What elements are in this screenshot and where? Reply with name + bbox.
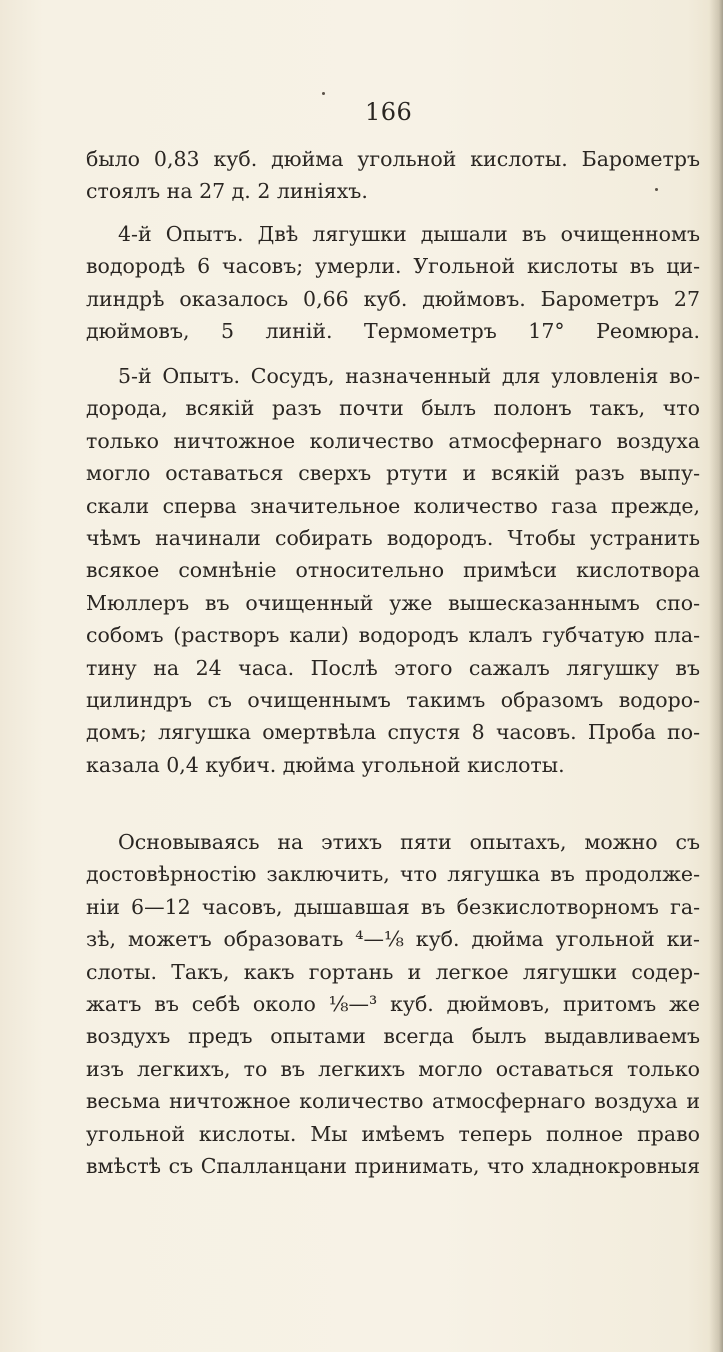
paragraph-2 <box>86 218 700 348</box>
ink-speck <box>655 188 658 191</box>
text-line: только ничтожное количество атмосфернаго воздуха <box>86 428 700 453</box>
text-line: жатъ въ себѣ около ⅛—³ куб. дюймовъ, притомъ же <box>86 992 700 1017</box>
page-number: 166 <box>365 98 413 126</box>
text-line: Мюллеръ въ очищенный уже вышесказаннымъ спо- <box>86 590 700 615</box>
text-line: стоялъ на 27 д. 2 линіяхъ. <box>86 179 368 204</box>
text-line: угольной кислоты. Мы имѣемъ теперь полное право <box>86 1121 700 1146</box>
text-line: достовѣрностію заключить, что лягушка въ продолже- <box>86 862 700 887</box>
text-line: 5-й Опытъ. Сосудъ, назначенный для уловленія во- <box>118 364 700 388</box>
text-line: весьма ничтожное количество атмосфернаго воздуха и <box>86 1089 700 1114</box>
text-line: всякое сомнѣніе относительно примѣси кислотвора <box>86 558 700 583</box>
text-line: домъ; лягушка омертвѣла спустя 8 часовъ. Проба по- <box>86 720 700 745</box>
ink-speck <box>322 92 325 95</box>
paragraph-4 <box>86 826 700 1182</box>
page-edge-shadow <box>709 0 723 1352</box>
text-line: водородѣ 6 часовъ; умерли. Угольной кислоты въ ци- <box>86 254 700 279</box>
text-line: воздухъ предъ опытами всегда былъ выдавливаемъ <box>86 1024 700 1049</box>
text-line: казала 0,4 кубич. дюйма угольной кислоты. <box>86 752 565 777</box>
text-line: зѣ, можетъ образовать ⁴—⅛ куб. дюйма угольной ки- <box>86 927 700 952</box>
text-line: слоты. Такъ, какъ гортань и легкое лягушки содер- <box>86 959 700 984</box>
text-line: дюймовъ, 5 линій. Термометръ 17° Реомюра. <box>86 319 700 344</box>
paragraph-1 <box>86 143 700 208</box>
text-line: скали сперва значительное количество газа прежде, <box>86 493 700 518</box>
text-line: ніи 6—12 часовъ, дышавшая въ безкислотворномъ га- <box>86 894 700 919</box>
text-line: вмѣстѣ съ Спалланцани принимать, что хладнокровныя <box>86 1154 700 1179</box>
text-line: могло оставаться сверхъ ртути и всякій разъ выпу- <box>86 461 700 486</box>
text-line: дорода, всякій разъ почти былъ полонъ такъ, что <box>86 396 700 421</box>
text-line: изъ легкихъ, то въ легкихъ могло оставаться только <box>86 1056 700 1081</box>
text-line: линдрѣ оказалось 0,66 куб. дюймовъ. Барометръ 27 <box>86 286 700 311</box>
text-line: собомъ (растворъ кали) водородъ клалъ губчатую пла- <box>86 623 700 648</box>
paragraph-3 <box>86 360 700 781</box>
text-line: чѣмъ начинали собирать водородъ. Чтобы устранить <box>86 526 700 551</box>
text-line: цилиндръ съ очищеннымъ такимъ образомъ водоро- <box>86 688 700 713</box>
text-line: было 0,83 куб. дюйма угольной кислоты. Барометръ <box>86 147 700 171</box>
text-line: тину на 24 часа. Послѣ этого сажалъ лягушку въ <box>86 655 700 680</box>
text-line: 4-й Опытъ. Двѣ лягушки дышали въ очищенномъ <box>118 222 700 246</box>
text-line: Основываясь на этихъ пяти опытахъ, можно съ <box>118 830 700 854</box>
